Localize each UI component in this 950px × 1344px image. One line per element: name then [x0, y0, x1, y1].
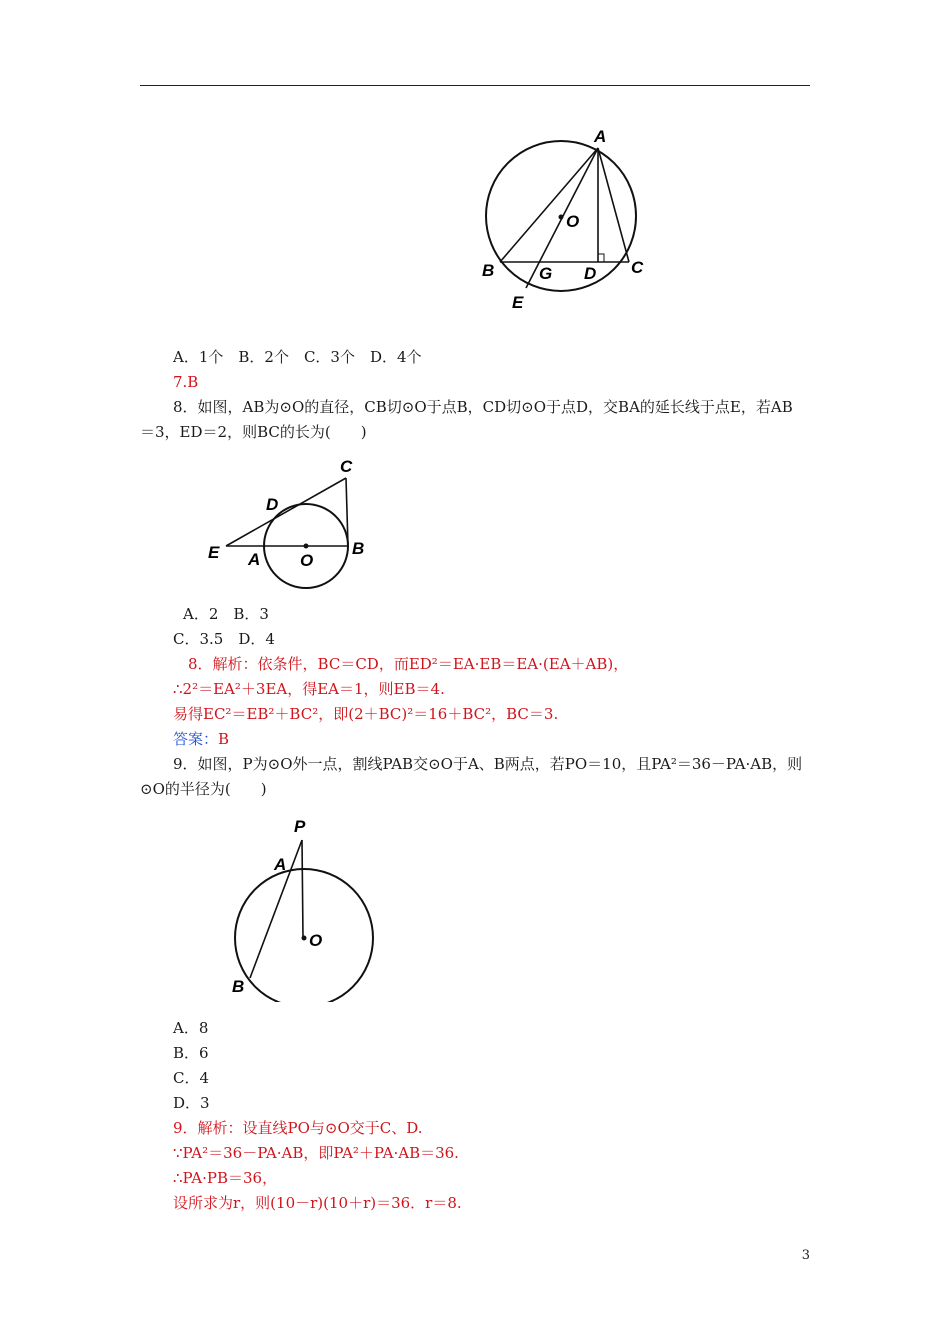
q8-stem-line2: ＝3，ED＝2，则BC的长为( ) [140, 423, 367, 441]
figure-q9-secant [230, 812, 380, 1002]
label-c: C [340, 457, 353, 476]
label-e: E [512, 293, 524, 312]
q8-solution-line2: ∴2²＝EA²＋3EA，得EA＝1，则EB＝4. [173, 680, 445, 698]
label-b: B [482, 261, 495, 280]
label-o: O [300, 551, 314, 570]
q8-answer [173, 729, 229, 749]
center-dot [559, 215, 564, 220]
label-b: B [352, 539, 365, 558]
label-g: G [539, 264, 553, 283]
segment-po [302, 840, 303, 938]
center-dot [304, 544, 309, 549]
q9-option-d: D．3 [173, 1094, 210, 1112]
q7-answer: 7.B [173, 373, 199, 391]
label-a: A [248, 550, 261, 569]
q8-solution-line3: 易得EC²＝EB²＋BC²，即(2＋BC)²＝16＋BC²，BC＝3. [173, 705, 559, 723]
answer-value: B [218, 730, 230, 748]
q9-stem-line1: 9．如图，P为⊙O外一点，割线PAB交⊙O于A、B两点，若PO＝10，且PA²＝36－PA·AB，则 [173, 755, 803, 773]
figure-q8-tangent [204, 450, 374, 592]
page-number: 3 [801, 1248, 810, 1263]
q9-solution-line3: ∴PA·PB＝36， [173, 1169, 278, 1187]
q8-solution-line1: 8．解析：依条件，BC＝CD，而ED²＝EA·EB＝EA·(EA＋AB)， [188, 655, 629, 673]
label-b: B [232, 977, 245, 996]
q8-stem-line1: 8．如图，AB为⊙O的直径，CB切⊙O于点B，CD切⊙O于点D，交BA的延长线于点E，若AB [173, 398, 793, 416]
q9-stem-line2: ⊙O的半径为( ) [140, 780, 267, 798]
q9-solution-line2: ∵PA²＝36－PA·AB，即PA²＋PA·AB＝36. [173, 1144, 459, 1162]
label-d: D [584, 264, 597, 283]
label-a: A [594, 127, 607, 146]
segment-ac [598, 148, 629, 262]
answer-label: 答案： [173, 730, 219, 748]
q9-solution-line4: 设所求为r，则(10－r)(10＋r)＝36．r＝8. [173, 1194, 462, 1212]
q9-option-a: A．8 [173, 1019, 209, 1037]
figure-q7-circle [474, 120, 654, 315]
label-e: E [208, 543, 220, 562]
q9-option-b: B．6 [173, 1044, 209, 1062]
q8-options-line2: C．3.5 D．4 [173, 630, 275, 648]
label-a: A [274, 855, 287, 874]
label-p: P [294, 817, 306, 836]
center-dot [302, 936, 307, 941]
q9-solution-line1: 9．解析：设直线PO与⊙O交于C、D. [173, 1119, 423, 1137]
q9-option-c: C．4 [173, 1069, 210, 1087]
right-angle-mark [598, 254, 604, 262]
label-o: O [566, 212, 580, 231]
header-rule [140, 85, 810, 86]
q8-options-line1: A．2 B．3 [183, 605, 269, 623]
segment-ec [226, 478, 346, 546]
q7-options: A．1个 B．2个 C．3个 D．4个 [173, 348, 422, 366]
label-c: C [631, 258, 644, 277]
label-o: O [309, 931, 323, 950]
label-d: D [266, 495, 279, 514]
